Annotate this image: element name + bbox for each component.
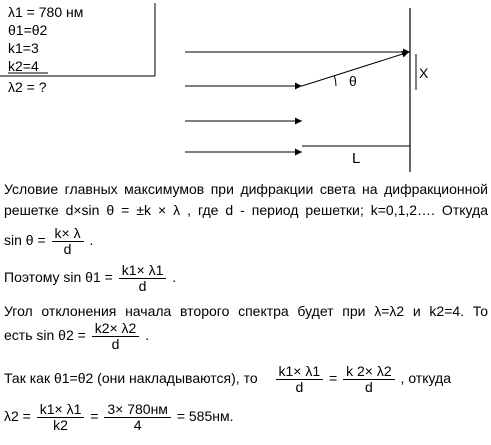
fraction-numerator: 3× 780нм	[104, 402, 171, 418]
formula-lambda2-result	[4, 402, 234, 433]
diffraction-diagram	[0, 0, 491, 180]
formula-sin-theta1	[4, 263, 176, 294]
fraction	[119, 263, 167, 294]
fraction	[92, 321, 140, 352]
fraction-numerator: k1× λ1	[37, 402, 85, 418]
fraction	[37, 402, 85, 433]
formula-lhs: есть sin θ2 =	[4, 327, 86, 344]
fraction-denominator: d	[295, 379, 304, 395]
fraction	[104, 402, 171, 433]
formula-sin-theta	[4, 226, 93, 257]
paragraph-4-end: , откуда	[400, 370, 451, 387]
theta-arc	[334, 76, 336, 86]
fraction-numerator: k1× λ1	[119, 263, 167, 279]
result-value: = 585нм.	[176, 408, 234, 425]
fraction-numerator: k 2× λ2	[343, 364, 395, 380]
fraction-denominator: d	[63, 241, 72, 257]
formula-end: .	[145, 327, 150, 344]
given-k2: k2=4	[8, 58, 39, 74]
paragraph-4-start: Так как θ1=θ2 (они накладываются), то	[4, 370, 258, 387]
given-unknown: λ2 = ?	[8, 79, 47, 95]
formula-end: .	[172, 269, 177, 286]
fraction-numerator: k1× λ1	[276, 364, 324, 380]
theta-label: θ	[349, 73, 357, 89]
given-lambda1: λ1 = 780 нм	[8, 4, 84, 20]
fraction	[276, 364, 324, 395]
l-label: L	[352, 150, 361, 167]
formula-end: .	[89, 232, 94, 249]
fraction	[52, 226, 84, 257]
equals-sign: =	[329, 370, 338, 387]
fraction-denominator: 4	[133, 417, 142, 433]
fraction-numerator: k2× λ2	[92, 321, 140, 337]
formula-equal-angles	[4, 364, 451, 395]
fraction-denominator: d	[111, 336, 120, 352]
formula-sin-theta2	[4, 321, 149, 352]
paragraph-3-line-1: Угол отклонения начала второго спектра будет при λ=λ2 и k2=4. То	[4, 303, 488, 319]
paragraph-1-line-2: решетке d×sin θ = ±k × λ , где d - период решетки; k=0,1,2…. Откуда	[4, 202, 488, 218]
paragraph-1-line-1: Условие главных максимумов при дифракции света на дифракционной	[4, 181, 488, 197]
formula-lhs: sin θ =	[4, 232, 46, 249]
x-label: X	[419, 65, 429, 81]
fraction-denominator: k2	[53, 417, 68, 433]
fraction-numerator: k× λ	[52, 226, 84, 242]
equals-sign: =	[90, 408, 99, 425]
given-theta: θ1=θ2	[8, 22, 48, 38]
formula-lhs: λ2 =	[4, 408, 31, 425]
fraction-denominator: d	[138, 278, 147, 294]
fraction	[343, 364, 395, 395]
given-k1: k1=3	[8, 40, 39, 56]
formula-lhs: Поэтому sin θ1 =	[4, 269, 113, 286]
fraction-denominator: d	[364, 379, 373, 395]
